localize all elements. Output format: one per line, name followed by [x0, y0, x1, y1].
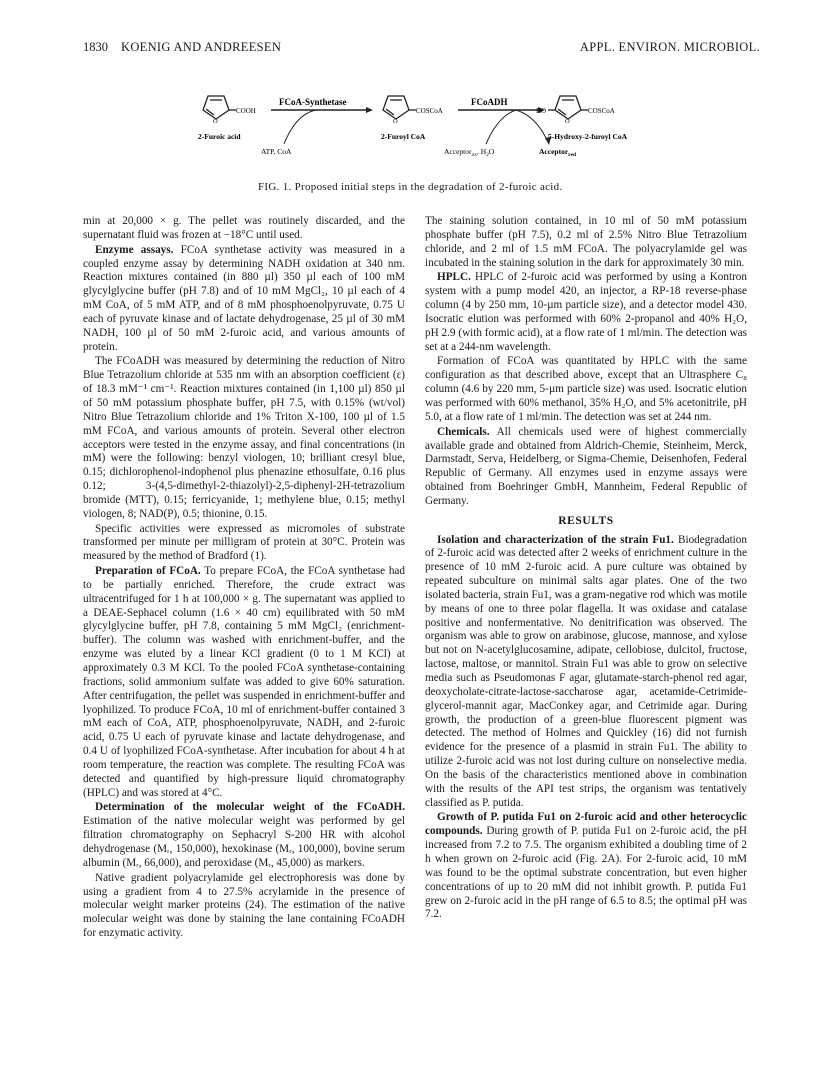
ring1-oxygen: O [213, 118, 218, 125]
section-heading: Isolation and characterization of the strain Fu1. [437, 533, 674, 546]
section-heading: HPLC. [437, 271, 471, 284]
results-heading: RESULTS [558, 514, 614, 527]
running-authors: KOENIG AND ANDREESEN [121, 40, 282, 54]
paragraph-growth: Growth of P. putida Fu1 on 2-furoic acid and other heterocyclic compounds. During growth of P. putida Fu1 on 2-furoic acid, the pH increased from 7.2 to 7.5. The organism exhibited a doubling time of 2 h when grown on 2-furoic acid (Fig. 2A). For 2-furoic acid, 10 mM was found to be the optimal substrate concentration, but even higher concentrations of up to 20 mM did not inhibit growth. P. putida Fu1 grew on 2-furoic acid in the pH range of 6.5 to 8.5; the optimal pH was 7.2. [425, 811, 747, 921]
cofactor2-curve [486, 110, 548, 144]
paragraph-chemicals: Chemicals. All chemicals used were of highest commercially available grade and obtained from Aldrich-Chemie, Steinheim, Merck, Darmstadt, Serva, Heidelberg, or Sigma-Chemie, Deisenhofen, Federal Republic of Germany. All enzymes used in enzyme assays were obtained from Boehringer GmbH, Mannheim, Federal Republic of Germany. [425, 425, 747, 507]
cofactor2-label: Acceptor$_{ox}$, $H_2O$ [444, 147, 495, 158]
enzyme1-label: FCoA-Synthetase [279, 97, 347, 107]
paragraph: The staining solution contained, in 10 ml of 50 mM potassium phosphate buffer (pH 7.5), 0.2 ml of 2.5% Nitro Blue Tetrazolium chloride, and 2 ml of 1.5 mM FCoA. The polyacrylamide gel was incubated in the staining solution in the dark for approximately 30 min. [425, 215, 747, 269]
paragraph-hplc: HPLC. HPLC of 2-furoic acid was performed by using a Kontron system with a pump model 420, an injector, a RP-18 reverse-phase column (4 by 250 mm, 10-µm particle size), and a detector model 430. Isocratic elution was performed with 60% 2-propanol and 40% H₂O, pH 2.9 (with formic acid), at a flow rate of 1 ml/min. The detection was set at a 244-nm wavelength. [425, 271, 747, 353]
paragraph-isolation: Isolation and characterization of the strain Fu1. Biodegradation of 2-furoic acid was detected after 2 weeks of enrichment culture in the presence of 10 mM 2-furoic acid. A pure culture was obtained by repeated subculture on minimal salts agar plates. One of the two isolated bacteria, strain Fu1, was a gram-negative rod which was motile by means of one to three polar flagella. It was oxidase and catalase positive and nonfermentative. No denitrification was observed. The organism was able to grow on arabinose, glucose, mannose, and xylose but not on N-acetylglucosamine, adipate, cellobiose, dulcitol, fructose, lactose, maltose, or mannitol. Strain Fu1 was able to grow on selective media such as Pseudomonas F agar, glutamate-starch-phenol red agar, deoxycholate-citrate-lactose-saccharose agar, acetamide-Cetrimide-glycerol-mannit agar, MacConkey agar, and Cetrimide agar. During growth, the production of a green-blue fluorescent pigment was detected. The method of Holmes and Quickley (16) did not furnish evidence for the presence of a plasmid in strain Fu1. The ability to utilize 2-furoic acid was not lost during culture on nonselective media. On the basis of the characteristics mentioned above in combination with the results of the API test strips, the organism was tentatively classified as P. putida. [425, 533, 747, 809]
furan-ring-2 [383, 96, 416, 119]
paragraph-molecular-weight: Determination of the molecular weight of the FCoADH. Estimation of the native molecular weight was performed by gel filtration chromatography on Sephacryl S-200 HR with alcohol dehydrogenase (Mᵣ, 150,000), hexokinase (Mᵣ, 100,000), bovine serum albumin (Mᵣ, 66,000), and peroxidase (Mᵣ, 45,000) as markers. [83, 801, 405, 869]
product-acceptor-label: Acceptor$_{red}$ [539, 147, 576, 158]
right-column [425, 215, 747, 922]
compound1-name: 2-Furoic acid [198, 132, 241, 141]
page-number: 1830 [83, 40, 108, 54]
journal-name: APPL. ENVIRON. MICROBIOL. [579, 40, 760, 54]
reaction-scheme-figure [196, 92, 656, 172]
section-heading: Preparation of FCoA. [95, 565, 201, 578]
figure-caption: FIG. 1. Proposed initial steps in the degradation of 2-furoic acid. [258, 181, 563, 193]
compound3-name: 5-Hydroxy-2-furoyl CoA [548, 132, 628, 141]
compound3-ho: HO [536, 107, 547, 115]
paragraph: min at 20,000 × g. The pellet was routinely discarded, and the supernatant fluid was frozen at −18°C until used. [83, 215, 405, 241]
section-heading: Chemicals. [437, 425, 490, 438]
arrowhead-1 [366, 107, 373, 113]
furan-ring-1 [203, 96, 236, 119]
section-heading: Determination of the molecular weight of the FCoADH. [95, 801, 405, 814]
compound1-group: COOH [236, 107, 256, 115]
furan-ring-3 [548, 96, 588, 119]
compound2-name: 2-Furoyl CoA [381, 132, 426, 141]
left-column [83, 215, 405, 941]
cofactor1-curve [284, 110, 316, 144]
paragraph: Native gradient polyacrylamide gel electrophoresis was done by using a gradient from 4 to 27.5% acrylamide in the presence of molecular weight marker proteins (24). The estimation of the native molecular weight was done by staining the lane containing FCoADH for enzymatic activity. [83, 871, 405, 940]
enzyme2-label: FCoADH [471, 97, 508, 107]
ring3-oxygen: O [565, 118, 570, 125]
paragraph-preparation: Preparation of FCoA. To prepare FCoA, the FCoA synthetase had to be partially enriched. Therefore, the crude extract was ultracentrifuged for 1 h at 100,000 × g. The supernatant was applied to a DEAE-Sephacel column (1.6 × 40 cm) equilibrated with 50 mM glycylglycine buffer, pH 7.8, containing 5 mM MgCl₂ (enrichment-buffer). The column was washed with enrichment-buffer, and the enzyme was eluted by a linear KCl gradient (0 to 1 M KCl) at approximately 0.3 M KCl. To the pooled FCoA synthetase-containing fractions, solid ammonium sulfate was added to give 60% saturation. After centrifugation, the pellet was suspended in enrichment-buffer and lyophilized. To produce FCoA, 10 ml of enrichment-buffer contained 3 mM each of CoA, ATP, phosphoenolpyruvate, NADH, and 2-furoic acid, 0.75 U each of pyruvate kinase and lactate dehydrogenase, and 0.4 U of lyophilized FCoA-synthetase. After incubation for about 4 h at room temperature, the reaction was complete. The resulting FCoA was detected and quantified by high-pressure liquid chromatography (HPLC) and was stored at 4°C. [83, 565, 405, 799]
cofactor1-label: ATP, CoA [261, 147, 292, 156]
paragraph: Formation of FCoA was quantitated by HPLC with the same configuration as that described above, except that an Ultrasphere C₈ column (4.6 by 220 mm, 5-µm particle size) was used. Isocratic elution was performed with 60% methanol, 35% H₂O, and 5% acetonitrile, pH 5.0, at a flow rate of 1 ml/min. The detection was set at 244 nm. [425, 355, 747, 423]
paragraph: Specific activities were expressed as micromoles of substrate transformed per minute per milligram of protein at 30°C. Protein was measured by the method of Bradford (1). [83, 522, 405, 563]
ring2-oxygen: O [393, 118, 398, 125]
section-heading: Growth of P. putida Fu1 on 2-furoic acid and other heterocyclic compounds. [425, 811, 747, 838]
compound2-group: COSCoA [416, 107, 443, 115]
section-heading: Enzyme assays. [95, 243, 174, 256]
paragraph: The FCoADH was measured by determining the reduction of Nitro Blue Tetrazolium chloride at 535 nm with an absorption coefficient (ε) of 18.3 mM⁻¹ cm⁻¹. Reaction mixtures contained (in 1,100 µl) 850 µl of 50 mM potassium phosphate buffer, pH 7.5, with 0.15% (wt/vol) Nitro Blue Tetrazolium chloride and 1% Triton X-100, 100 µl of 1.5 mM FCoA, and various amounts of protein. Several other electron acceptors were tested in the enzyme assay, and final concentrations (in mM) were the following: benzyl viologen, 10; brilliant cresyl blue, 0.15; dichlorophenol-indophenol plus phenazine ethosulfate, 0.16 plus 0.12; 3-(4,5-dimethyl-2-thiazolyl)-2,5-diphenyl-2H-tetrazolium bromide (MTT), 0.15; ferricyanide, 1; methylene blue, 0.15; methyl viologen, 8; NAD(P), 0.5; thionine, 0.15. [83, 355, 405, 520]
compound3-group: COSCoA [588, 107, 615, 115]
paragraph-enzyme-assays: Enzyme assays. FCoA synthetase activity was measured in a coupled enzyme assay by determining NADH oxidation at 340 nm. Reaction mixtures contained (in 880 µl) 350 µl each of 100 mM glycylglycine buffer (pH 7.8) and of 10 mM MgCl₂, 10 µl each of 4 mM CoA, of 5 mM ATP, and of 8 mM phosphoenolpyruvate, 0.75 U each of pyruvate kinase and of lactate dehydrogenase, 25 µl of 30 mM NADH, 100 µl of 50 mM 2-furoic acid, and various amounts of protein. [83, 243, 405, 353]
running-header [83, 40, 760, 60]
